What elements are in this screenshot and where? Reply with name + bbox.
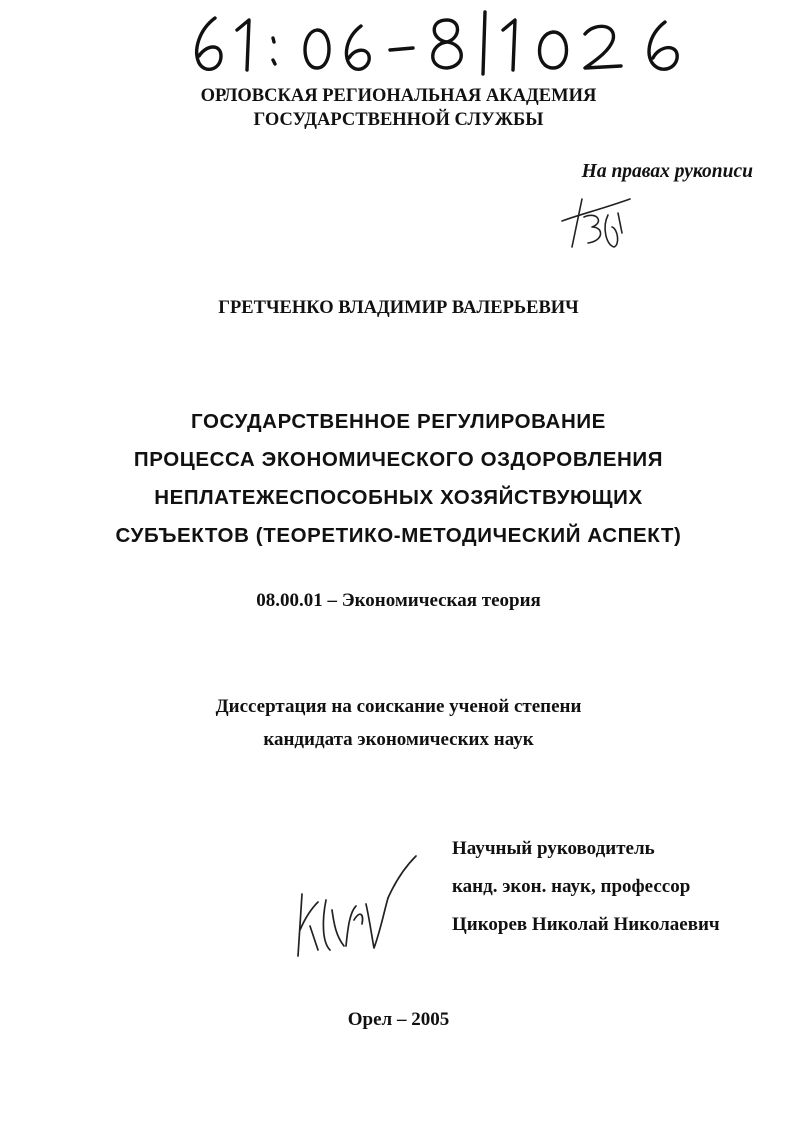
supervisor-signature (288, 850, 423, 960)
manuscript-note: На правах рукописи (581, 161, 753, 182)
degree-line: Диссертация на соискание ученой степени (215, 696, 582, 717)
author-signature (558, 193, 638, 253)
author-name: ГРЕТЧЕНКО ВЛАДИМИР ВАЛЕРЬЕВИЧ (218, 298, 579, 318)
institution-line-2: ГОСУДАРСТВЕННОЙ СЛУЖБЫ (253, 110, 544, 130)
supervisor-role: Научный руководитель (452, 838, 655, 859)
title-line: ПРОЦЕССА ЭКОНОМИЧЕСКОГО ОЗДОРОВЛЕНИЯ (133, 448, 664, 471)
supervisor-block (452, 830, 720, 944)
title-line: НЕПЛАТЕЖЕСПОСОБНЫХ ХОЗЯЙСТВУЮЩИХ (154, 486, 643, 509)
place-and-year: Орел – 2005 (347, 1009, 450, 1030)
handwritten-archive-code (185, 8, 725, 78)
dissertation-title (0, 403, 797, 555)
degree-line: кандидата экономических наук (263, 729, 534, 750)
supervisor-name: Цикорев Николай Николаевич (452, 914, 720, 935)
title-line: ГОСУДАРСТВЕННОЕ РЕГУЛИРОВАНИЕ (191, 410, 606, 433)
degree-statement (0, 690, 797, 756)
speciality-code: 08.00.01 – Экономическая теория (256, 590, 541, 611)
title-line: СУБЪЕКТОВ (ТЕОРЕТИКО-МЕТОДИЧЕСКИЙ АСПЕКТ) (115, 524, 682, 547)
supervisor-degree: канд. экон. наук, профессор (452, 876, 691, 897)
institution-line-1: ОРЛОВСКАЯ РЕГИОНАЛЬНАЯ АКАДЕМИЯ (200, 86, 597, 106)
